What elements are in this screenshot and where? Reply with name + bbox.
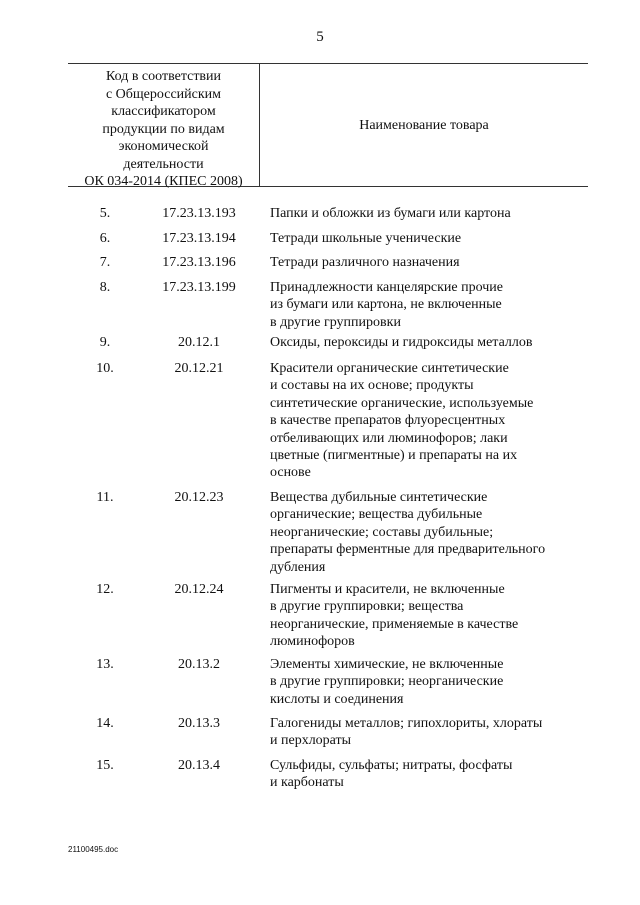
row-product-name bbox=[270, 334, 590, 351]
row-code: 17.23.13.193 bbox=[162, 206, 236, 221]
row-code: 17.23.13.196 bbox=[162, 255, 236, 270]
row-product-name-line: в другие группировки; вещества bbox=[270, 599, 464, 615]
header-code-line: продукции по видам bbox=[102, 121, 225, 137]
row-product-name bbox=[270, 489, 590, 576]
row-product-name-line: Тетради школьные ученические bbox=[270, 231, 462, 246]
header-code-column bbox=[68, 68, 259, 191]
header-code-line: Код в соответствии bbox=[105, 69, 222, 84]
row-product-name-line: дубления bbox=[270, 559, 326, 575]
header-code-line: экономической bbox=[118, 139, 209, 154]
document-filename: 21100495.doc bbox=[68, 845, 119, 854]
row-number: 11. bbox=[96, 490, 114, 505]
row-product-name-line: неорганические, применяемые в качестве bbox=[270, 616, 519, 632]
header-name-column: Наименование товара bbox=[359, 117, 489, 133]
row-number: 15. bbox=[96, 758, 114, 773]
row-product-name bbox=[270, 360, 590, 482]
row-product-name-line: и перхлораты bbox=[270, 733, 352, 749]
page-number: 5 bbox=[316, 29, 324, 45]
row-product-name-line: органические; вещества дубильные bbox=[270, 507, 483, 523]
row-product-name bbox=[270, 715, 590, 750]
row-number: 5. bbox=[99, 206, 111, 221]
row-product-name bbox=[270, 757, 590, 792]
header-code-line: классификатором bbox=[111, 104, 216, 119]
row-product-name-line: Тетради различного назначения bbox=[270, 255, 460, 270]
row-product-name bbox=[270, 279, 590, 331]
row-product-name-line: неорганические; составы дубильные; bbox=[270, 524, 494, 540]
row-number: 14. bbox=[96, 716, 114, 731]
row-product-name-line: Галогениды металлов; гипохлориты, хлораты bbox=[270, 716, 543, 731]
row-product-name-line: Элементы химические, не включенные bbox=[270, 657, 504, 672]
row-product-name-line: Папки и обложки из бумаги или картона bbox=[270, 206, 511, 221]
row-code: 20.13.3 bbox=[178, 716, 220, 731]
row-code: 20.12.23 bbox=[174, 490, 224, 505]
row-product-name-line: отбеливающих или люминофоров; лаки bbox=[270, 430, 508, 446]
row-product-name-line: в другие группировки; неорганические bbox=[270, 674, 504, 690]
row-product-name bbox=[270, 230, 590, 247]
header-code-line: ОК 034-2014 (КПЕС 2008) bbox=[84, 174, 243, 189]
row-product-name-line: Красители органические синтетические bbox=[270, 361, 509, 376]
row-number: 8. bbox=[99, 280, 111, 295]
row-product-name-line: в качестве препаратов флуоресцентных bbox=[270, 413, 506, 429]
row-number: 9. bbox=[99, 335, 111, 350]
row-product-name-line: Пигменты и красители, не включенные bbox=[270, 582, 505, 597]
row-number: 10. bbox=[96, 361, 114, 376]
row-product-name-line: препараты ферментные для предварительного bbox=[270, 542, 546, 558]
header-code-line: с Общероссийским bbox=[105, 86, 222, 102]
row-product-name-line: основе bbox=[270, 465, 311, 481]
row-product-name-line: кислоты и соединения bbox=[270, 691, 404, 707]
row-product-name bbox=[270, 254, 590, 271]
row-code: 20.12.24 bbox=[174, 582, 224, 597]
row-product-name-line: из бумаги или картона, не включенные bbox=[270, 297, 502, 313]
row-product-name-line: Оксиды, пероксиды и гидроксиды металлов bbox=[270, 335, 533, 350]
table-header bbox=[68, 63, 588, 187]
row-number: 6. bbox=[99, 231, 111, 246]
row-number: 7. bbox=[99, 255, 111, 270]
header-code-line: деятельности bbox=[123, 156, 204, 172]
row-product-name bbox=[270, 581, 590, 651]
row-code: 20.13.2 bbox=[178, 657, 220, 672]
row-number: 12. bbox=[96, 582, 114, 597]
row-product-name-line: люминофоров bbox=[270, 634, 355, 650]
row-product-name-line: и составы на их основе; продукты bbox=[270, 378, 474, 394]
row-product-name bbox=[270, 205, 590, 222]
row-number: 13. bbox=[96, 657, 114, 672]
row-code: 20.12.21 bbox=[174, 361, 224, 376]
row-product-name-line: Принадлежности канцелярские прочие bbox=[270, 280, 503, 295]
row-product-name-line: и карбонаты bbox=[270, 775, 344, 791]
row-code: 20.12.1 bbox=[178, 335, 220, 350]
row-product-name-line: Сульфиды, сульфаты; нитраты, фосфаты bbox=[270, 758, 513, 773]
row-product-name-line: цветные (пигментные) и препараты на их bbox=[270, 448, 518, 464]
row-product-name-line: синтетические органические, используемые bbox=[270, 395, 534, 411]
row-code: 17.23.13.194 bbox=[162, 231, 236, 246]
row-product-name bbox=[270, 656, 590, 708]
row-product-name-line: в другие группировки bbox=[270, 314, 401, 330]
row-code: 20.13.4 bbox=[178, 758, 220, 773]
row-product-name-line: Вещества дубильные синтетические bbox=[270, 490, 488, 505]
row-code: 17.23.13.199 bbox=[162, 280, 236, 295]
